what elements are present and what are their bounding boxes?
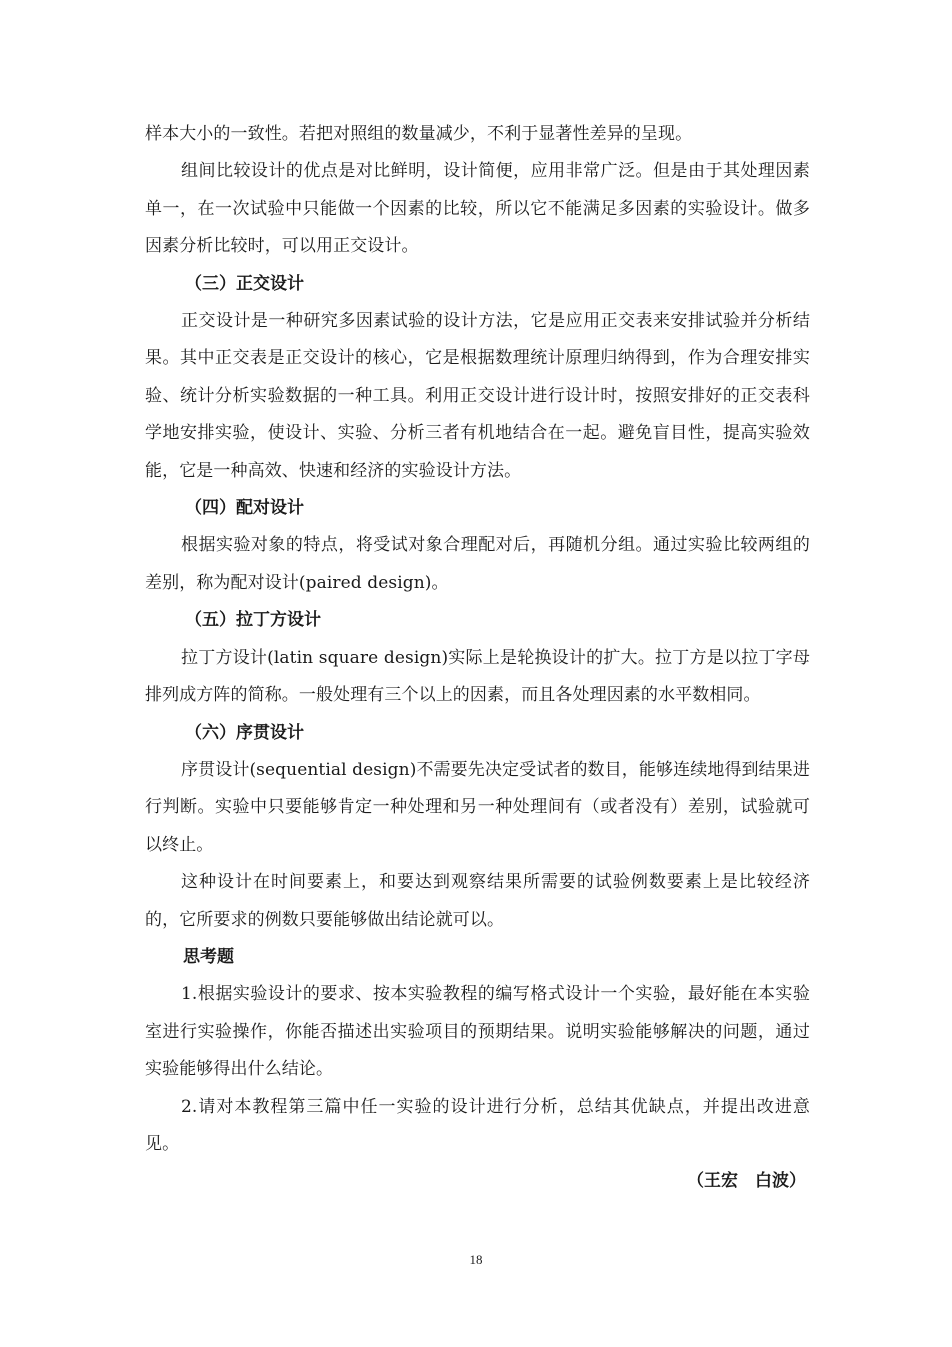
- paragraph-latin-square-design: 拉丁方设计(latin square design)实际上是轮换设计的扩大。拉丁方是以拉丁字母排列成方阵的简称。一般处理有三个以上的因素，而且各处理因素的水平数相同。: [145, 647, 810, 706]
- paragraph-between-group-design: 组间比较设计的优点是对比鲜明，设计简便，应用非常广泛。但是由于其处理因素单一，在一次试验中只能做一个因素的比较，所以它不能满足多因素的实验设计。做多因素分析比较时，可以用正交设计。: [145, 161, 810, 257]
- paragraph-sequential-design: 序贯设计(sequential design)不需要先决定受试者的数目，能够连续地得到结果进行判断。实验中只要能够肯定一种处理和另一种处理间有（或者没有）差别，试验就可以终止。: [145, 759, 810, 855]
- page-number: 18: [469, 1252, 483, 1267]
- question-2: 2.请对本教程第三篇中任一实验的设计进行分析，总结其优缺点，并提出改进意见。: [145, 1096, 810, 1154]
- heading-paired-design: （四）配对设计: [185, 498, 304, 519]
- paragraph-orthogonal-design: 正交设计是一种研究多因素试验的设计方法，它是应用正交表来安排试验并分析结果。其中正交表是正交设计的核心，它是根据数理统计原理归纳得到，作为合理安排实验、统计分析实验数据的一种工具。利用正交设计进行设计时，按照安排好的正交表科学地安排实验，使设计、实验、分析三者有机地结合在一起。避免盲目性，提高实验效能，它是一种高效、快速和经济的实验设计方法。: [145, 311, 810, 481]
- author-signature: （王宏 白波）: [687, 1171, 806, 1192]
- paragraph-sequential-economy: 这种设计在时间要素上，和要达到观察结果所需要的试验例数要素上是比较经济的，它所要求的例数只要能够做出结论就可以。: [145, 872, 810, 930]
- heading-latin-square-design: （五）拉丁方设计: [185, 610, 321, 631]
- heading-sequential-design: （六）序贯设计: [185, 722, 304, 743]
- document-body: [145, 116, 810, 1201]
- heading-questions: 思考题: [183, 946, 234, 967]
- question-1: 1.根据实验设计的要求、按本实验教程的编写格式设计一个实验，最好能在本实验室进行实验操作，你能否描述出实验项目的预期结果。说明实验能够解决的问题，通过实验能够得出什么结论。: [145, 984, 810, 1080]
- paragraph-sample-size: 样本大小的一致性。若把对照组的数量减少，不利于显著性差异的呈现。: [145, 124, 693, 144]
- heading-orthogonal-design: （三）正交设计: [185, 273, 304, 294]
- paragraph-paired-design: 根据实验对象的特点，将受试对象合理配对后，再随机分组。通过实验比较两组的差别，称为配对设计(paired design)。: [145, 535, 810, 593]
